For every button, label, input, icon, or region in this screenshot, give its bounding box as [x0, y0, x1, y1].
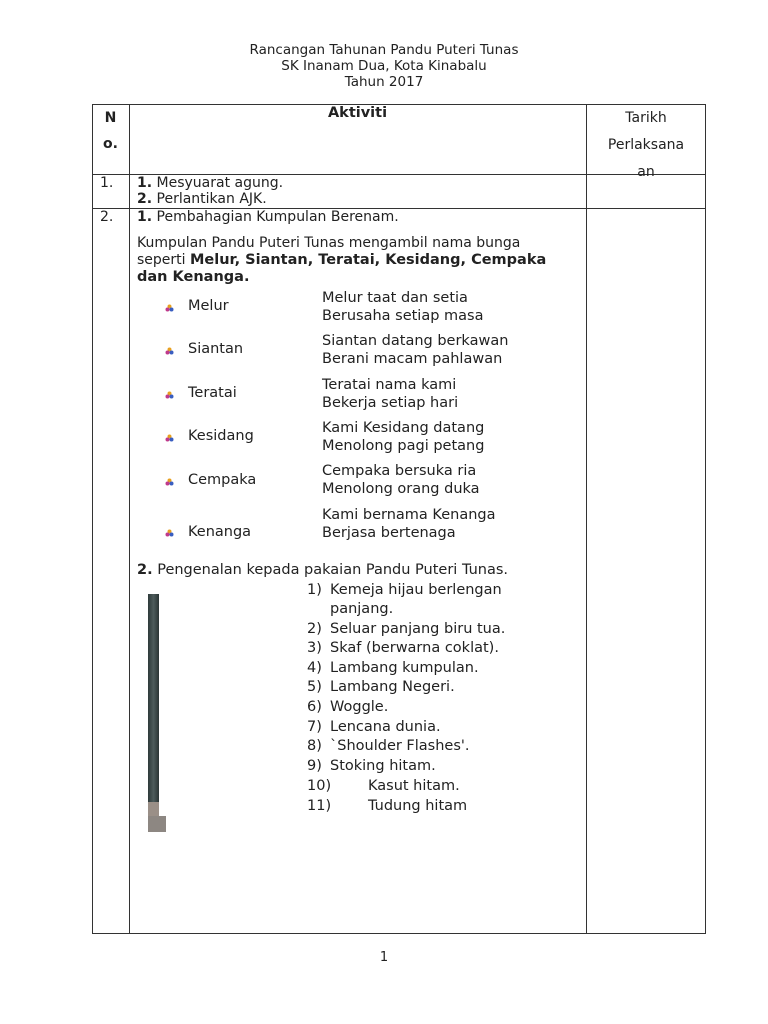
verse-line: Menolong pagi petang: [322, 438, 485, 454]
row1-number: 1.: [100, 175, 114, 191]
flower-bullet-icon: [165, 304, 174, 313]
verse-line: Melur taat dan setia: [322, 290, 468, 306]
uniform-item-num: 1): [307, 582, 322, 598]
group-name-cempaka: Cempaka: [188, 472, 257, 488]
uniform-item-text: Woggle.: [330, 699, 389, 715]
flower-bullet-icon: [165, 478, 174, 487]
uniform-item-text: Stoking hitam.: [330, 758, 436, 774]
activity-table: [92, 104, 706, 934]
page-number: 1: [379, 950, 389, 965]
uniform-item-num: 11): [307, 798, 332, 814]
flower-bullet-icon: [165, 529, 174, 538]
uniform-item-num: 3): [307, 640, 322, 656]
group-verse-teratai: [322, 376, 458, 412]
uniform-item-text: Kasut hitam.: [368, 778, 460, 794]
table-divider-date: [586, 104, 587, 934]
uniform-item-text: Lambang Negeri.: [330, 679, 455, 695]
flower-bullet-icon: [165, 434, 174, 443]
school-name: SK Inanam Dua, Kota Kinabalu: [281, 58, 487, 74]
row2-number: 2.: [100, 209, 114, 225]
group-name-kenanga: Kenanga: [188, 524, 252, 540]
intro-line-1: Kumpulan Pandu Puteri Tunas mengambil nama bunga: [137, 235, 521, 251]
section2-title: Pengenalan kepada pakaian Pandu Puteri Tunas.: [157, 562, 509, 578]
uniform-item-text: Tudung hitam: [368, 798, 468, 814]
group-verse-siantan: [322, 332, 508, 368]
row1-item-2-num: 2.: [137, 191, 153, 207]
section1-heading: [137, 209, 399, 226]
table-divider-no: [129, 104, 130, 934]
flower-bullet-icon: [165, 391, 174, 400]
group-name-kesidang: Kesidang: [188, 428, 254, 444]
verse-line: Teratai nama kami: [322, 377, 457, 393]
section2-heading: [137, 562, 508, 579]
group-verse-melur: [322, 289, 483, 325]
uniform-item-text: Lencana dunia.: [330, 719, 441, 735]
section2-num: 2.: [137, 562, 153, 578]
flower-bullet-icon: [165, 347, 174, 356]
intro-line-2: [137, 252, 546, 269]
uniform-item-text: Seluar panjang biru tua.: [330, 621, 506, 637]
intro-flower-names: Melur, Siantan, Teratai, Kesidang, Cempaka: [190, 252, 547, 268]
uniform-item-num: 10): [307, 778, 332, 794]
uniform-item-text: Lambang kumpulan.: [330, 660, 479, 676]
column-header-date-line1: Tarikh: [625, 110, 667, 126]
uniform-item-num: 2): [307, 621, 322, 637]
section1-num: 1.: [137, 209, 153, 225]
column-header-no: [92, 104, 129, 157]
uniform-item-num: 6): [307, 699, 322, 715]
row1-item-1: [137, 175, 283, 192]
verse-line: Berani macam pahlawan: [322, 351, 503, 367]
row1-item-1-text: Mesyuarat agung.: [156, 175, 284, 191]
group-verse-cempaka: [322, 462, 480, 498]
column-header-date-line3: an: [637, 164, 655, 180]
group-verse-kesidang: [322, 419, 484, 455]
verse-line: Cempaka bersuka ria: [322, 463, 477, 479]
column-header-no-line2: o.: [103, 136, 118, 152]
verse-line: Berusaha setiap masa: [322, 308, 484, 324]
year-label: Tahun 2017: [344, 74, 424, 90]
row1-item-2-text: Perlantikan AJK.: [156, 191, 267, 207]
uniform-item-num: 9): [307, 758, 322, 774]
row1-item-1-num: 1.: [137, 175, 153, 191]
verse-line: Kami Kesidang datang: [322, 420, 485, 436]
uniform-item-text: Skaf (berwarna coklat).: [330, 640, 499, 656]
uniform-item-text: panjang.: [330, 601, 394, 617]
group-name-teratai: Teratai: [188, 385, 237, 401]
uniform-item-num: 5): [307, 679, 322, 695]
uniform-item-text: `Shoulder Flashes'.: [330, 738, 470, 754]
uniform-item-num: 8): [307, 738, 322, 754]
verse-line: Berjasa bertenaga: [322, 525, 456, 541]
document-title: Rancangan Tahunan Pandu Puteri Tunas: [249, 42, 519, 58]
verse-line: Kami bernama Kenanga: [322, 507, 496, 523]
intro-line-3: dan Kenanga.: [137, 269, 250, 285]
verse-line: Bekerja setiap hari: [322, 395, 459, 411]
uniform-item-text: Kemeja hijau berlengan: [330, 582, 502, 598]
uniform-item-num: 7): [307, 719, 322, 735]
table-border-bottom: [92, 933, 706, 934]
column-header-date: [586, 105, 706, 186]
column-header-date-line2: Perlaksana: [607, 137, 685, 153]
group-verse-kenanga: [322, 506, 496, 542]
column-header-no-line1: N: [104, 110, 117, 126]
row1-item-2: [137, 191, 267, 208]
verse-line: Menolong orang duka: [322, 481, 480, 497]
intro-seperti: seperti: [137, 252, 186, 268]
group-name-siantan: Siantan: [188, 341, 244, 357]
uniform-item-num: 4): [307, 660, 322, 676]
table-border-right: [705, 104, 706, 934]
column-header-activity: Aktiviti: [327, 105, 388, 121]
verse-line: Siantan datang berkawan: [322, 333, 509, 349]
uniform-image: [148, 594, 166, 832]
section1-title: Pembahagian Kumpulan Berenam.: [156, 209, 399, 225]
table-border-left: [92, 104, 93, 934]
group-name-melur: Melur: [188, 298, 229, 314]
